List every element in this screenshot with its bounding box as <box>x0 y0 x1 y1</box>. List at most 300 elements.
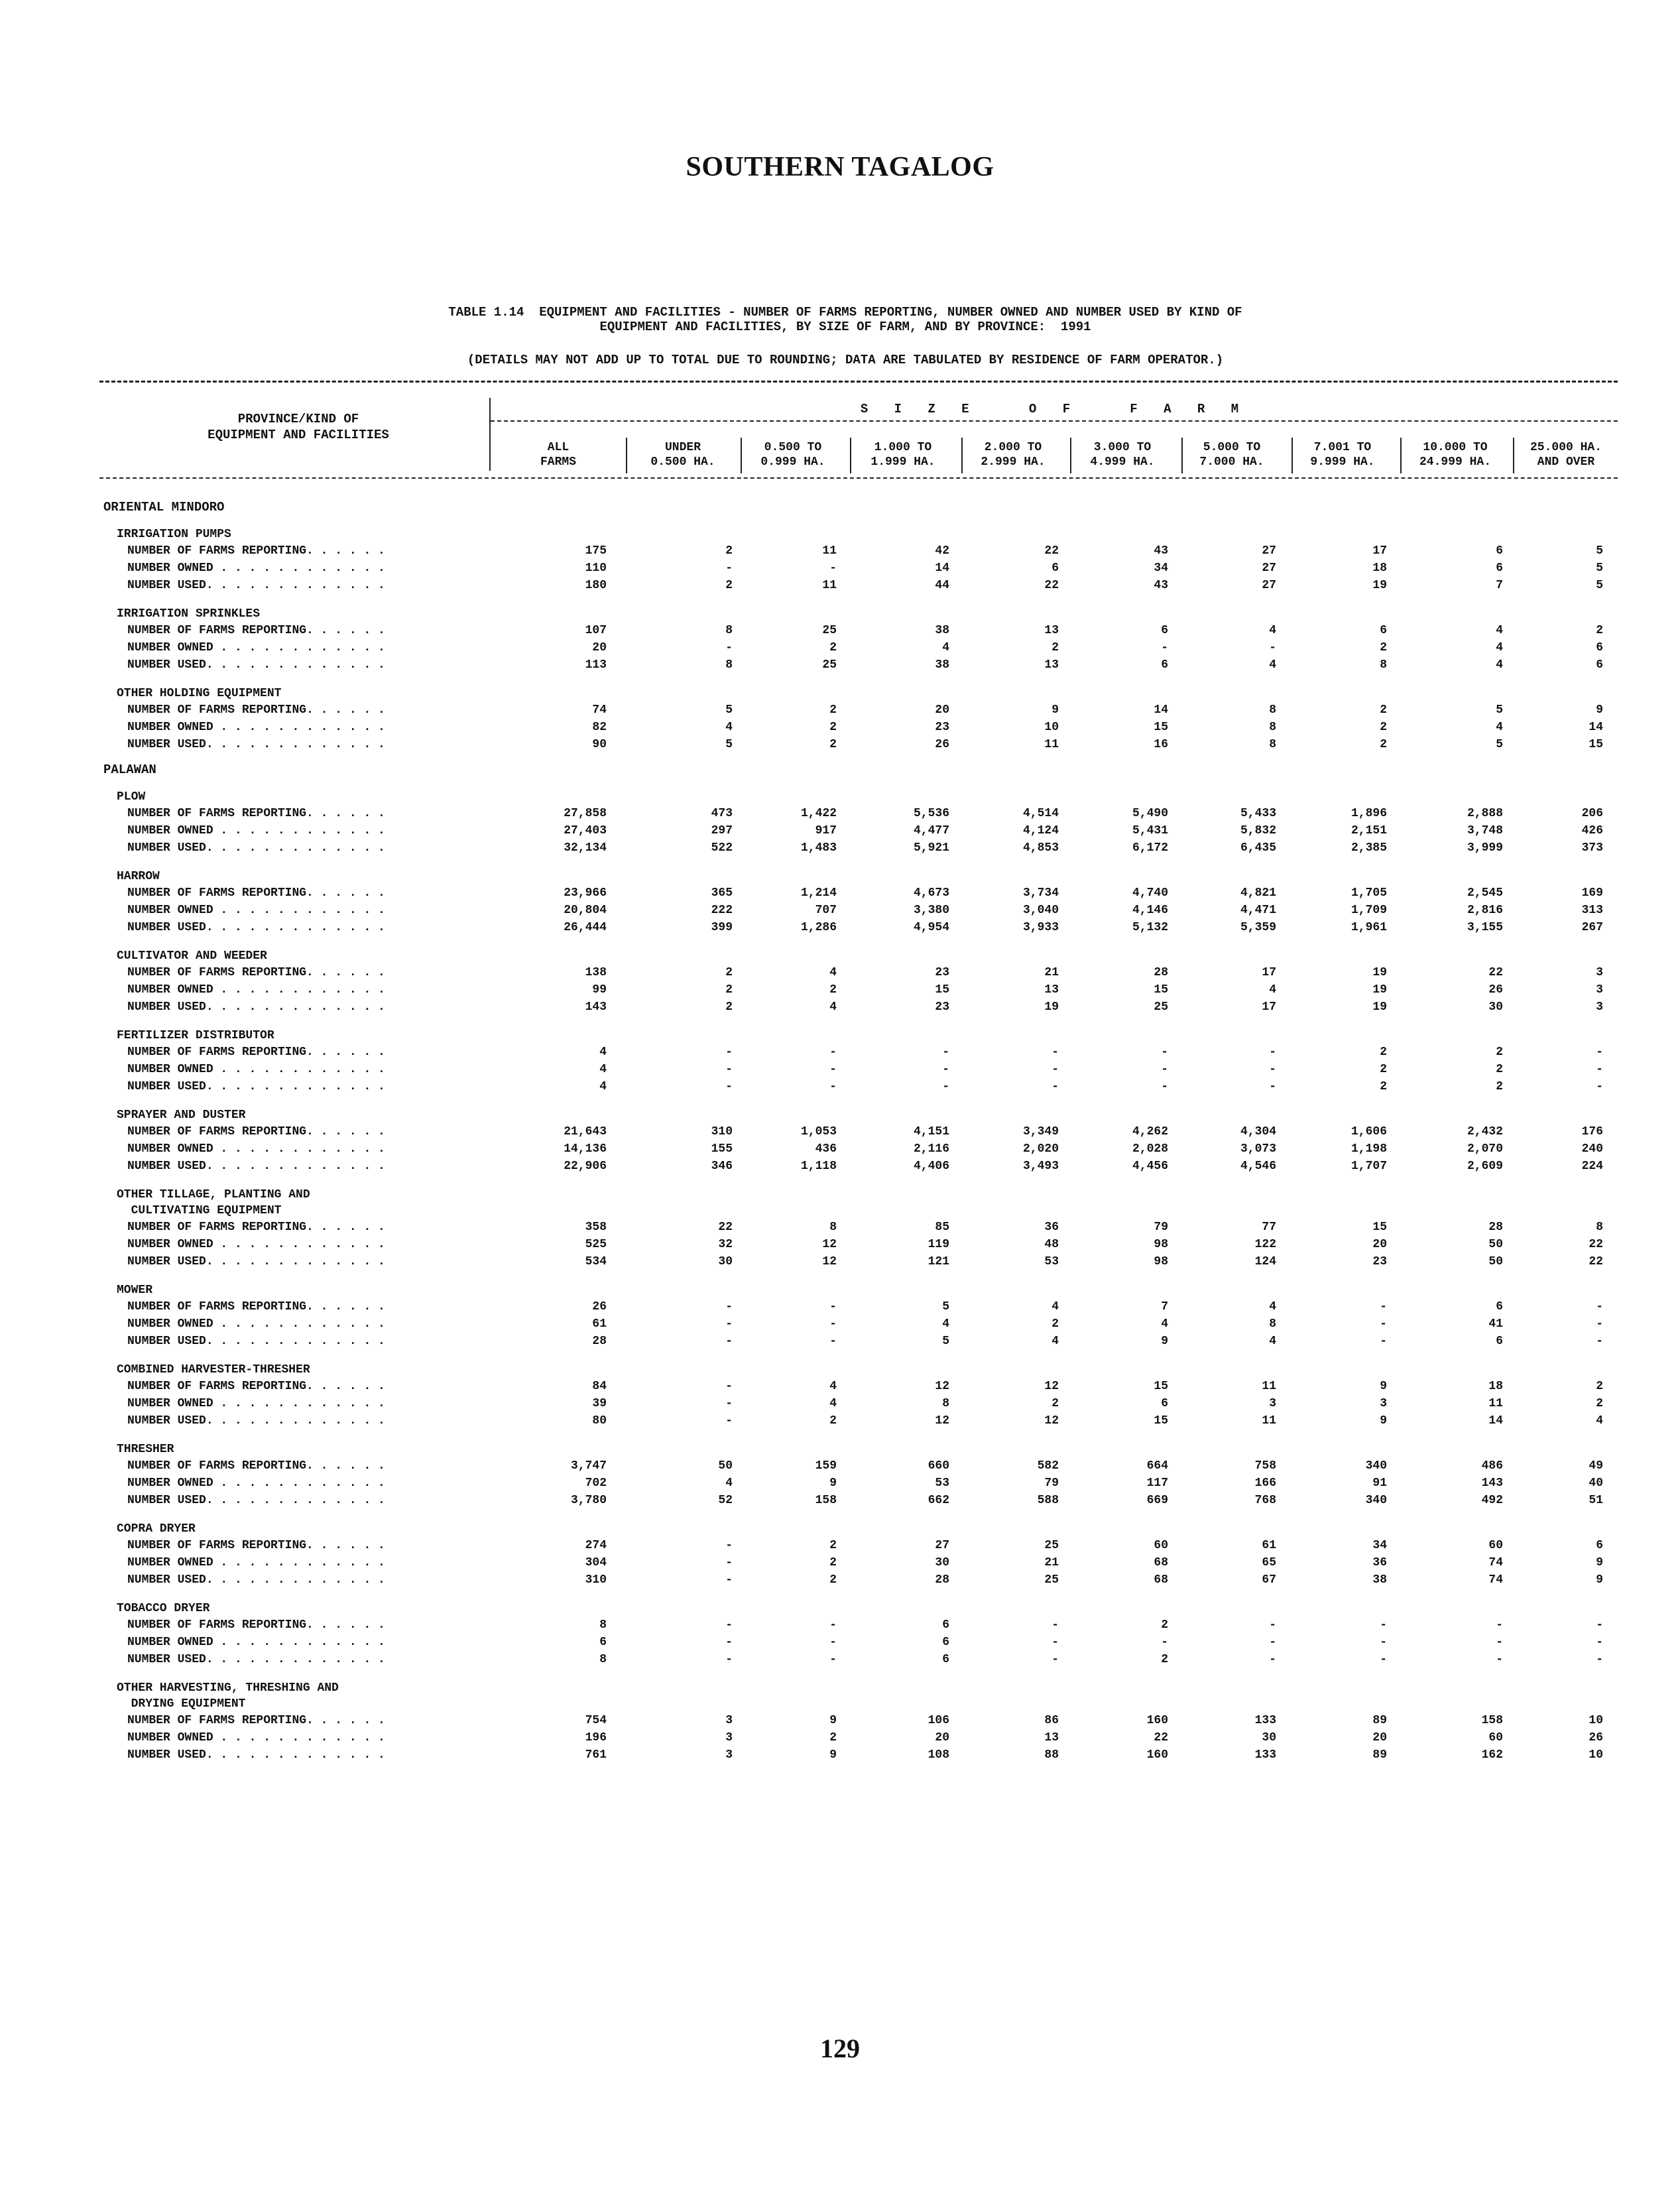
table-cell: 4,456 <box>1132 1160 1168 1173</box>
table-cell: 68 <box>1154 1556 1168 1569</box>
table-cell: 664 <box>1146 1459 1168 1473</box>
table-cell: - <box>1380 1335 1387 1348</box>
table-cell: - <box>725 1636 733 1649</box>
table-cell: 20 <box>935 1731 949 1744</box>
table-cell: 38 <box>1372 1573 1387 1587</box>
row-label: NUMBER OWNED . . . . . . . . . . . . <box>127 641 385 654</box>
table-cell: 4,406 <box>913 1160 949 1173</box>
table-row-owned <box>99 1554 1618 1571</box>
equipment-kind-label: IRRIGATION SPRINKLES <box>117 607 261 621</box>
table-cell: 22 <box>1044 579 1059 592</box>
row-label: NUMBER USED. . . . . . . . . . . . . <box>127 1748 385 1762</box>
row-label: NUMBER OF FARMS REPORTING. . . . . . <box>127 1380 385 1393</box>
table-cell: 4 <box>1051 1300 1059 1313</box>
column-heading-line-2: AND OVER <box>1537 456 1595 469</box>
equipment-block <box>99 789 1618 857</box>
table-cell: 14 <box>935 562 949 575</box>
table-cell: 26 <box>1589 1731 1603 1744</box>
table-cell: 4,124 <box>1022 824 1059 837</box>
table-cell: 2 <box>1161 1653 1168 1666</box>
table-cell: 51 <box>1589 1494 1603 1507</box>
table-cell: 74 <box>592 703 607 717</box>
table-cell: 8 <box>1269 703 1276 717</box>
table-cell: 13 <box>1044 658 1059 672</box>
table-cell: - <box>725 1046 733 1059</box>
stub-heading-line-2: EQUIPMENT AND FACILITIES <box>208 428 389 442</box>
table-cell: 12 <box>1044 1414 1059 1428</box>
table-cell: 30 <box>1488 1001 1503 1014</box>
table-cell: 10 <box>1589 1748 1603 1762</box>
table-cell: 10 <box>1044 721 1059 734</box>
table-cell: 44 <box>935 579 949 592</box>
row-label: NUMBER OF FARMS REPORTING. . . . . . <box>127 624 385 637</box>
row-label: NUMBER OWNED . . . . . . . . . . . . <box>127 562 385 575</box>
table-cell: 34 <box>1372 1539 1387 1552</box>
table-cell: - <box>725 562 733 575</box>
table-cell: 240 <box>1581 1142 1603 1156</box>
row-label: NUMBER OF FARMS REPORTING. . . . . . <box>127 1046 385 1059</box>
row-label: NUMBER OF FARMS REPORTING. . . . . . <box>127 807 385 820</box>
table-cell: 61 <box>592 1317 607 1331</box>
table-row-owned <box>99 902 1618 919</box>
table-cell: 4,477 <box>913 824 949 837</box>
table-cell: - <box>1380 1636 1387 1649</box>
table-cell: 4 <box>1496 624 1503 637</box>
equipment-block <box>99 1680 1618 1764</box>
table-cell: 6 <box>1496 544 1503 558</box>
table-row-owned <box>99 560 1618 577</box>
table-cell: 25 <box>822 658 837 672</box>
equipment-block <box>99 1362 1618 1429</box>
row-label: NUMBER OF FARMS REPORTING. . . . . . <box>127 544 385 558</box>
table-cell: 9 <box>829 1748 837 1762</box>
equipment-block <box>99 1282 1618 1350</box>
table-cell: 6 <box>1496 1335 1503 1348</box>
table-cell: 159 <box>815 1459 837 1473</box>
table-cell: 297 <box>711 824 733 837</box>
table-row-reporting <box>99 1044 1618 1061</box>
table-cell: - <box>1051 1046 1059 1059</box>
table-cell: 346 <box>711 1160 733 1173</box>
table-cell: 2,070 <box>1467 1142 1503 1156</box>
column-heading <box>853 440 953 469</box>
table-cell: 2,151 <box>1350 824 1387 837</box>
table-cell: 3,349 <box>1022 1125 1059 1138</box>
column-separator <box>1181 438 1183 473</box>
table-cell: 5 <box>1596 579 1603 592</box>
table-cell: 4 <box>1269 1335 1276 1348</box>
table-cell: 27 <box>1262 562 1276 575</box>
table-cell: 13 <box>1044 1731 1059 1744</box>
table-cell: 11 <box>1488 1397 1503 1410</box>
table-cell: 5 <box>1496 703 1503 717</box>
row-label: NUMBER USED. . . . . . . . . . . . . <box>127 1160 385 1173</box>
table-cell: 4 <box>829 1001 837 1014</box>
table-cell: 36 <box>1044 1221 1059 1234</box>
table-cell: 5 <box>1496 738 1503 751</box>
table-cell: 473 <box>711 807 733 820</box>
table-row-owned <box>99 1729 1618 1746</box>
table-cell: 310 <box>585 1573 607 1587</box>
row-label: NUMBER OWNED . . . . . . . . . . . . <box>127 904 385 917</box>
table-cell: 50 <box>1488 1238 1503 1251</box>
table-cell: 2,432 <box>1467 1125 1503 1138</box>
row-label: NUMBER USED. . . . . . . . . . . . . <box>127 1335 385 1348</box>
row-label: NUMBER USED. . . . . . . . . . . . . <box>127 658 385 672</box>
table-cell: 166 <box>1254 1477 1276 1490</box>
column-heading-line-1: 1.000 TO <box>874 441 932 454</box>
table-cell: 2 <box>829 703 837 717</box>
table-cell: 2 <box>1496 1063 1503 1076</box>
row-label: NUMBER OWNED . . . . . . . . . . . . <box>127 1063 385 1076</box>
table-cell: - <box>1496 1653 1503 1666</box>
row-label: NUMBER OF FARMS REPORTING. . . . . . <box>127 886 385 900</box>
table-cell: 1,286 <box>800 921 837 934</box>
table-row-reporting <box>99 964 1618 981</box>
table-cell: 8 <box>599 1653 607 1666</box>
table-body <box>99 492 1618 1764</box>
table-cell: 525 <box>585 1238 607 1251</box>
table-cell: 373 <box>1581 841 1603 855</box>
table-cell: 26,444 <box>564 921 607 934</box>
table-cell: 19 <box>1372 579 1387 592</box>
table-cell: 90 <box>592 738 607 751</box>
table-cell: 1,214 <box>800 886 837 900</box>
row-label: NUMBER OWNED . . . . . . . . . . . . <box>127 721 385 734</box>
table-cell: 6 <box>1161 624 1168 637</box>
table-cell: 48 <box>1044 1238 1059 1251</box>
table-row-reporting <box>99 805 1618 822</box>
table-cell: 522 <box>711 841 733 855</box>
table-cell: 8 <box>1596 1221 1603 1234</box>
table-cell: 34 <box>1154 562 1168 575</box>
table-cell: 22 <box>1044 544 1059 558</box>
table-cell: - <box>1269 1046 1276 1059</box>
table-cell: 3,747 <box>570 1459 607 1473</box>
table-cell: - <box>1596 1080 1603 1093</box>
table-cell: 40 <box>1589 1477 1603 1490</box>
table-row-reporting <box>99 1712 1618 1729</box>
table-row-owned <box>99 1236 1618 1253</box>
table-cell: 77 <box>1262 1221 1276 1234</box>
table-cell: - <box>1380 1317 1387 1331</box>
table-cell: 11 <box>1262 1414 1276 1428</box>
table-cell: 4 <box>1269 624 1276 637</box>
table-cell: 22,906 <box>564 1160 607 1173</box>
table-cell: 20 <box>1372 1731 1387 1744</box>
table-cell: 36 <box>1372 1556 1387 1569</box>
table-cell: 917 <box>815 824 837 837</box>
table-cell: 38 <box>935 658 949 672</box>
table-cell: 4 <box>599 1063 607 1076</box>
table-cell: 80 <box>592 1414 607 1428</box>
equipment-kind-label: CULTIVATING EQUIPMENT <box>117 1204 282 1217</box>
table-cell: 9 <box>829 1714 837 1727</box>
table-cell: 160 <box>1146 1714 1168 1727</box>
table-cell: - <box>1380 1653 1387 1666</box>
table-cell: 23 <box>935 966 949 979</box>
table-cell: 22 <box>718 1221 733 1234</box>
row-label: NUMBER USED. . . . . . . . . . . . . <box>127 1080 385 1093</box>
table-cell: 30 <box>935 1556 949 1569</box>
column-heading <box>1399 440 1512 469</box>
equipment-block <box>99 1187 1618 1270</box>
table-cell: 169 <box>1581 886 1603 900</box>
table-cell: 6 <box>1161 658 1168 672</box>
table-cell: 7 <box>1161 1300 1168 1313</box>
table-cell: 14 <box>1589 721 1603 734</box>
table-cell: 175 <box>585 544 607 558</box>
table-cell: - <box>1596 1046 1603 1059</box>
table-cell: 9 <box>1596 1556 1603 1569</box>
table-cell: 358 <box>585 1221 607 1234</box>
table-cell: 14,136 <box>564 1142 607 1156</box>
table-row-used <box>99 1078 1618 1095</box>
table-cell: 2 <box>829 738 837 751</box>
equipment-block <box>99 1028 1618 1095</box>
table-cell: - <box>725 1618 733 1632</box>
table-cell: 19 <box>1372 1001 1387 1014</box>
table-cell: 119 <box>928 1238 949 1251</box>
table-cell: 25 <box>1044 1539 1059 1552</box>
table-cell: 6 <box>942 1618 949 1632</box>
column-heading-line-1: UNDER <box>664 441 701 454</box>
table-cell: 1,961 <box>1350 921 1387 934</box>
equipment-block <box>99 869 1618 936</box>
table-cell: 9 <box>1380 1380 1387 1393</box>
page-number: 129 <box>820 2034 860 2063</box>
table-cell: 3 <box>725 1748 733 1762</box>
table-cell: 2 <box>725 1001 733 1014</box>
table-cell: 8 <box>725 624 733 637</box>
table-cell: 313 <box>1581 904 1603 917</box>
table-cell: - <box>1496 1636 1503 1649</box>
table-cell: 5 <box>725 703 733 717</box>
table-cell: 30 <box>1262 1731 1276 1744</box>
table-cell: 196 <box>585 1731 607 1744</box>
table-cell: 4,546 <box>1240 1160 1276 1173</box>
table-cell: - <box>1269 1653 1276 1666</box>
row-label: NUMBER USED. . . . . . . . . . . . . <box>127 1255 385 1268</box>
row-label: NUMBER USED. . . . . . . . . . . . . <box>127 1573 385 1587</box>
table-cell: 28 <box>592 1335 607 1348</box>
table-cell: 6,435 <box>1240 841 1276 855</box>
table-cell: 365 <box>711 886 733 900</box>
column-heading <box>1516 440 1616 469</box>
column-heading-line-1: 2.000 TO <box>984 441 1042 454</box>
table-cell: 1,606 <box>1350 1125 1387 1138</box>
row-label: NUMBER OWNED . . . . . . . . . . . . <box>127 1317 385 1331</box>
table-cell: 20 <box>592 641 607 654</box>
table-cell: 2 <box>1380 738 1387 751</box>
table-cell: 6 <box>1496 1300 1503 1313</box>
table-cell: 32,134 <box>564 841 607 855</box>
table-cell: - <box>942 1046 949 1059</box>
table-cell: - <box>829 1317 837 1331</box>
table-cell: 122 <box>1254 1238 1276 1251</box>
table-cell: - <box>1596 1300 1603 1313</box>
row-label: NUMBER OF FARMS REPORTING. . . . . . <box>127 1714 385 1727</box>
table-cell: 2 <box>1380 721 1387 734</box>
table-row-owned <box>99 719 1618 736</box>
equipment-kind-label: OTHER TILLAGE, PLANTING AND <box>117 1188 310 1201</box>
table-cell: 224 <box>1581 1160 1603 1173</box>
table-cell: 30 <box>718 1255 733 1268</box>
column-heading-line-1: 25.000 HA. <box>1530 441 1602 454</box>
table-cell: 6 <box>599 1636 607 1649</box>
table-cell: - <box>1161 1063 1168 1076</box>
table-cell: 89 <box>1372 1714 1387 1727</box>
table-cell: 3,748 <box>1467 824 1503 837</box>
table-cell: 492 <box>1481 1494 1503 1507</box>
row-label: NUMBER OF FARMS REPORTING. . . . . . <box>127 1125 385 1138</box>
table-cell: - <box>725 1556 733 1569</box>
row-label: NUMBER OWNED . . . . . . . . . . . . <box>127 1731 385 1744</box>
table-cell: 85 <box>935 1221 949 1234</box>
table-cell: 1,118 <box>800 1160 837 1173</box>
table-cell: 4,673 <box>913 886 949 900</box>
header-top-rule <box>99 381 1618 383</box>
table-cell: 4,821 <box>1240 886 1276 900</box>
column-heading <box>1182 440 1282 469</box>
row-label: NUMBER OF FARMS REPORTING. . . . . . <box>127 1459 385 1473</box>
table-cell: 10 <box>1589 1714 1603 1727</box>
table-cell: 27,858 <box>564 807 607 820</box>
table-cell: 2 <box>1051 1397 1059 1410</box>
table-cell: 53 <box>1044 1255 1059 1268</box>
row-label: NUMBER OF FARMS REPORTING. . . . . . <box>127 1300 385 1313</box>
table-cell: 22 <box>1589 1238 1603 1251</box>
equipment-block <box>99 686 1618 753</box>
equipment-kind-label: THRESHER <box>117 1443 174 1456</box>
table-cell: 4 <box>942 1317 949 1331</box>
table-cell: 2,385 <box>1350 841 1387 855</box>
equipment-block <box>99 1107 1618 1175</box>
column-heading-line-2: 2.999 HA. <box>981 456 1046 469</box>
table-cell: 2 <box>1596 624 1603 637</box>
row-label: NUMBER USED. . . . . . . . . . . . . <box>127 1414 385 1428</box>
row-label: NUMBER USED. . . . . . . . . . . . . <box>127 579 385 592</box>
table-cell: 9 <box>829 1477 837 1490</box>
table-cell: 9 <box>1161 1335 1168 1348</box>
table-cell: 49 <box>1589 1459 1603 1473</box>
table-cell: 1,705 <box>1350 886 1387 900</box>
table-cell: 27 <box>1262 579 1276 592</box>
table-cell: 3 <box>1269 1397 1276 1410</box>
table-cell: 2 <box>829 721 837 734</box>
table-cell: 340 <box>1365 1494 1387 1507</box>
table-cell: 176 <box>1581 1125 1603 1138</box>
table-cell: 160 <box>1146 1748 1168 1762</box>
table-cell: 1,896 <box>1350 807 1387 820</box>
table-cell: 15 <box>1154 983 1168 997</box>
table-cell: 23 <box>935 1001 949 1014</box>
size-of-farm-heading: S I Z E O F F A R M <box>860 402 1248 416</box>
table-cell: 3 <box>725 1714 733 1727</box>
table-cell: 155 <box>711 1142 733 1156</box>
table-cell: 82 <box>592 721 607 734</box>
table-cell: - <box>829 1080 837 1093</box>
table-cell: 1,422 <box>800 807 837 820</box>
table-row-used <box>99 919 1618 936</box>
table-cell: 22 <box>1154 1731 1168 1744</box>
table-cell: 3 <box>1380 1397 1387 1410</box>
table-cell: - <box>1596 1636 1603 1649</box>
equipment-kind-label: OTHER HOLDING EQUIPMENT <box>117 687 282 700</box>
table-cell: 107 <box>585 624 607 637</box>
table-cell: 4 <box>1269 1300 1276 1313</box>
equipment-kind-label: OTHER HARVESTING, THRESHING AND <box>117 1681 339 1695</box>
table-cell: 662 <box>928 1494 949 1507</box>
table-cell: 2 <box>1380 1080 1387 1093</box>
table-cell: 17 <box>1262 966 1276 979</box>
table-cell: 758 <box>1254 1459 1276 1473</box>
table-row-used <box>99 1492 1618 1509</box>
table-cell: - <box>1596 1618 1603 1632</box>
table-cell: 2,020 <box>1022 1142 1059 1156</box>
table-cell: 17 <box>1262 1001 1276 1014</box>
table-cell: - <box>1269 1080 1276 1093</box>
table-cell: 60 <box>1488 1539 1503 1552</box>
table-cell: 27,403 <box>564 824 607 837</box>
table-cell: 1,198 <box>1350 1142 1387 1156</box>
column-heading-line-2: 24.999 HA. <box>1419 456 1492 469</box>
table-cell: 4 <box>829 966 837 979</box>
table-cell: 9 <box>1596 1573 1603 1587</box>
column-heading <box>630 440 736 469</box>
table-cell: 143 <box>585 1001 607 1014</box>
table-cell: - <box>829 1618 837 1632</box>
table-cell: 2,816 <box>1467 904 1503 917</box>
table-cell: 79 <box>1154 1221 1168 1234</box>
table-cell: 12 <box>822 1255 837 1268</box>
table-cell: 14 <box>1154 703 1168 717</box>
table-cell: - <box>1269 1063 1276 1076</box>
row-label: NUMBER OF FARMS REPORTING. . . . . . <box>127 966 385 979</box>
column-separator <box>1513 438 1514 473</box>
table-cell: - <box>725 1653 733 1666</box>
table-cell: 26 <box>592 1300 607 1313</box>
table-row-reporting <box>99 542 1618 560</box>
table-cell: 5,536 <box>913 807 949 820</box>
table-row-owned <box>99 1395 1618 1412</box>
column-separator <box>1291 438 1293 473</box>
table-cell: 25 <box>1154 1001 1168 1014</box>
table-cell: 28 <box>1488 1221 1503 1234</box>
table-cell: - <box>1051 1063 1059 1076</box>
table-row-reporting <box>99 1616 1618 1634</box>
equipment-block <box>99 1441 1618 1509</box>
table-cell: - <box>725 1539 733 1552</box>
table-cell: 11 <box>1044 738 1059 751</box>
table-cell: - <box>1051 1618 1059 1632</box>
table-cell: 4,740 <box>1132 886 1168 900</box>
table-cell: 84 <box>592 1380 607 1393</box>
table-row-used <box>99 999 1618 1016</box>
table-cell: 9 <box>1596 703 1603 717</box>
table-row-reporting <box>99 622 1618 639</box>
table-cell: 14 <box>1488 1414 1503 1428</box>
table-cell: 18 <box>1488 1380 1503 1393</box>
table-cell: - <box>725 1317 733 1331</box>
table-cell: 2 <box>1596 1380 1603 1393</box>
table-cell: 2 <box>829 1539 837 1552</box>
table-cell: 4 <box>1496 641 1503 654</box>
table-cell: 20 <box>935 703 949 717</box>
column-heading-line-1: 0.500 TO <box>764 441 822 454</box>
table-cell: 74 <box>1488 1556 1503 1569</box>
table-cell: 50 <box>1488 1255 1503 1268</box>
